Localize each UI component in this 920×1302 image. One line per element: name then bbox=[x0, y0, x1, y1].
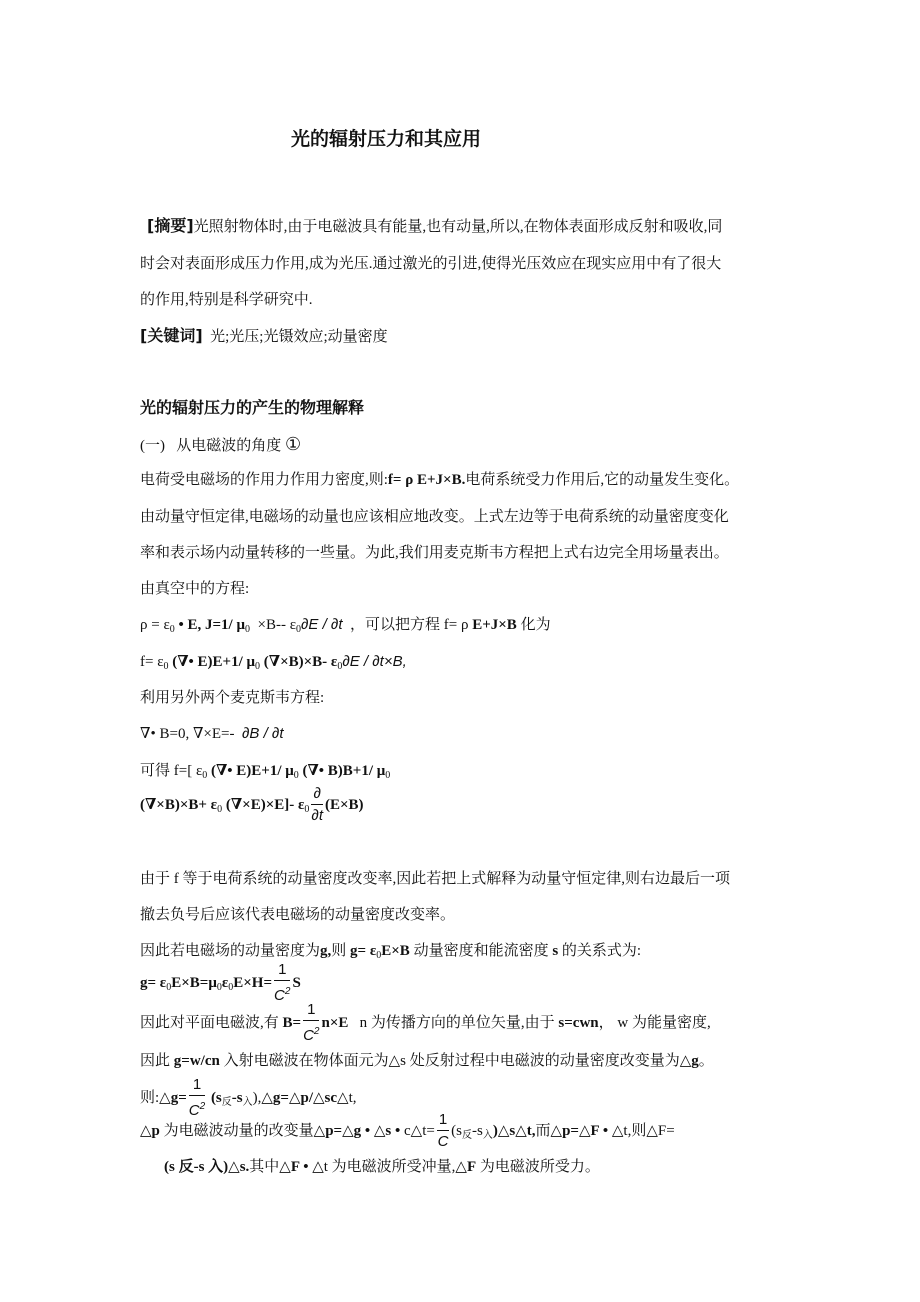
partial-fraction: $\frac{\partial}{\partial t}$ bbox=[311, 784, 323, 827]
paragraph1-line3: 率和表示场内动量转移的一些量。为此,我们用麦克斯韦方程把上式右边完全用场量表出。 bbox=[140, 545, 729, 561]
equation-2: $f= \varepsilon_0$ (∇• E)E+1/ $\mu_0$ (∇×B)×B- $\varepsilon_0\partial E / \partial t\times B$, bbox=[140, 653, 407, 672]
paragraph2-line3: 因此若电磁场的动量密度为g,则 $g= \varepsilon_0E\times B$ 动量密度和能流密度 s 的关系式为: bbox=[140, 943, 642, 961]
subsection-heading: (一) 从电磁波的角度 ① bbox=[140, 434, 302, 454]
abstract-label: [摘要] bbox=[147, 216, 194, 235]
abstract-line-3: 的作用,特别是科学研究中. bbox=[140, 292, 313, 308]
delta-g-line: 则:△g= $\frac{1}{C^2}$ $(s_反-s_入),\triangle g=\triangle p/\triangle sc\triangle t$, bbox=[140, 1076, 357, 1120]
equation-6: $(\nabla\times B)\times B+ \varepsilon_0$ (∇×E)×E]- $\varepsilon_0$ $\frac{\partial}{\partial t}$ (E×B) bbox=[140, 783, 364, 832]
g-density-line: 因此 g=w/cn 入射电磁波在物体面元为△s 处反射过程中电磁波的动量密度改变量为△g。 bbox=[140, 1053, 714, 1069]
paragraph1-line2: 由动量守恒定律,电磁场的动量也应该相应地改变。上式左边等于电荷系统的动量密度变化 bbox=[140, 509, 729, 525]
plane-wave-line: 因此对平面电磁波,有 B= $\frac{1}{C^2}$ n×E n 为传播方向的单位矢量,由于 s=cwn， w 为能量密度, bbox=[140, 1001, 711, 1045]
paragraph2-line2: 撤去负号后应该代表电磁场的动量密度改变率。 bbox=[140, 907, 456, 923]
delta-p-line: △p 为电磁波动量的改变量△p=△g • △s • c△t= $\frac{1}{C}$ $(s_反-s_入)\triangle s\triangle t$,而△p=△F • △t,则△F= bbox=[140, 1111, 675, 1151]
document-title: 光的辐射压力和其应用 bbox=[291, 128, 482, 150]
paragraph2-line1: 由于 f 等于电荷系统的动量密度改变率,因此若把上式解释为动量守恒定律,则右边最后一项 bbox=[140, 871, 730, 887]
keywords-label: [关键词] bbox=[140, 326, 203, 345]
keywords-text: 光;光压;光镊效应;动量密度 bbox=[210, 329, 388, 345]
paragraph1-line4: 由真空中的方程: bbox=[140, 581, 250, 597]
section-heading: 光的辐射压力的产生的物理解释 bbox=[140, 398, 365, 417]
equation-5: 可得 f=[ $\varepsilon_0$ (∇• E)E+1/ $\mu_0$ (∇• B)B+1/ $\mu_0$ bbox=[140, 763, 391, 781]
equation-3-text: 利用另外两个麦克斯韦方程: bbox=[140, 690, 325, 706]
keywords bbox=[140, 326, 388, 347]
equation-1: $\rho = \varepsilon_0$ • E, J=1/ $\mu_0 \times B--$ $\varepsilon_0\partial E / \partial t$ ，可以把方程 f= ρ E+J×B 化为 bbox=[140, 616, 551, 635]
g-equation: $g= \varepsilon_0E\times B=\mu_0\varepsilon_0E\times H=$ $\frac{1}{C^2}$ S bbox=[140, 961, 301, 1005]
abstract-line-1: [摘要]光照射物体时,由于电磁波具有能量,也有动量,所以,在物体表面形成反射和吸收,同 bbox=[147, 216, 723, 235]
abstract-line-2: 时会对表面形成压力作用,成为光压.通过激光的引进,使得光压效应在现实应用中有了很大 bbox=[140, 256, 722, 272]
paragraph1-line1: 电荷受电磁场的作用力作用力密度,则:f= ρ E+J×B.电荷系统受力作用后,它的动量发生变化。 bbox=[140, 472, 740, 488]
delta-f-line: (s 反-s 入)△s.其中△F • △t 为电磁波所受冲量,△F 为电磁波所受力。 bbox=[164, 1159, 600, 1175]
equation-4: ∇• B=0, ∇×E=- ∂B / ∂t bbox=[140, 725, 284, 742]
footnote-ref[interactable]: ① bbox=[285, 434, 302, 454]
